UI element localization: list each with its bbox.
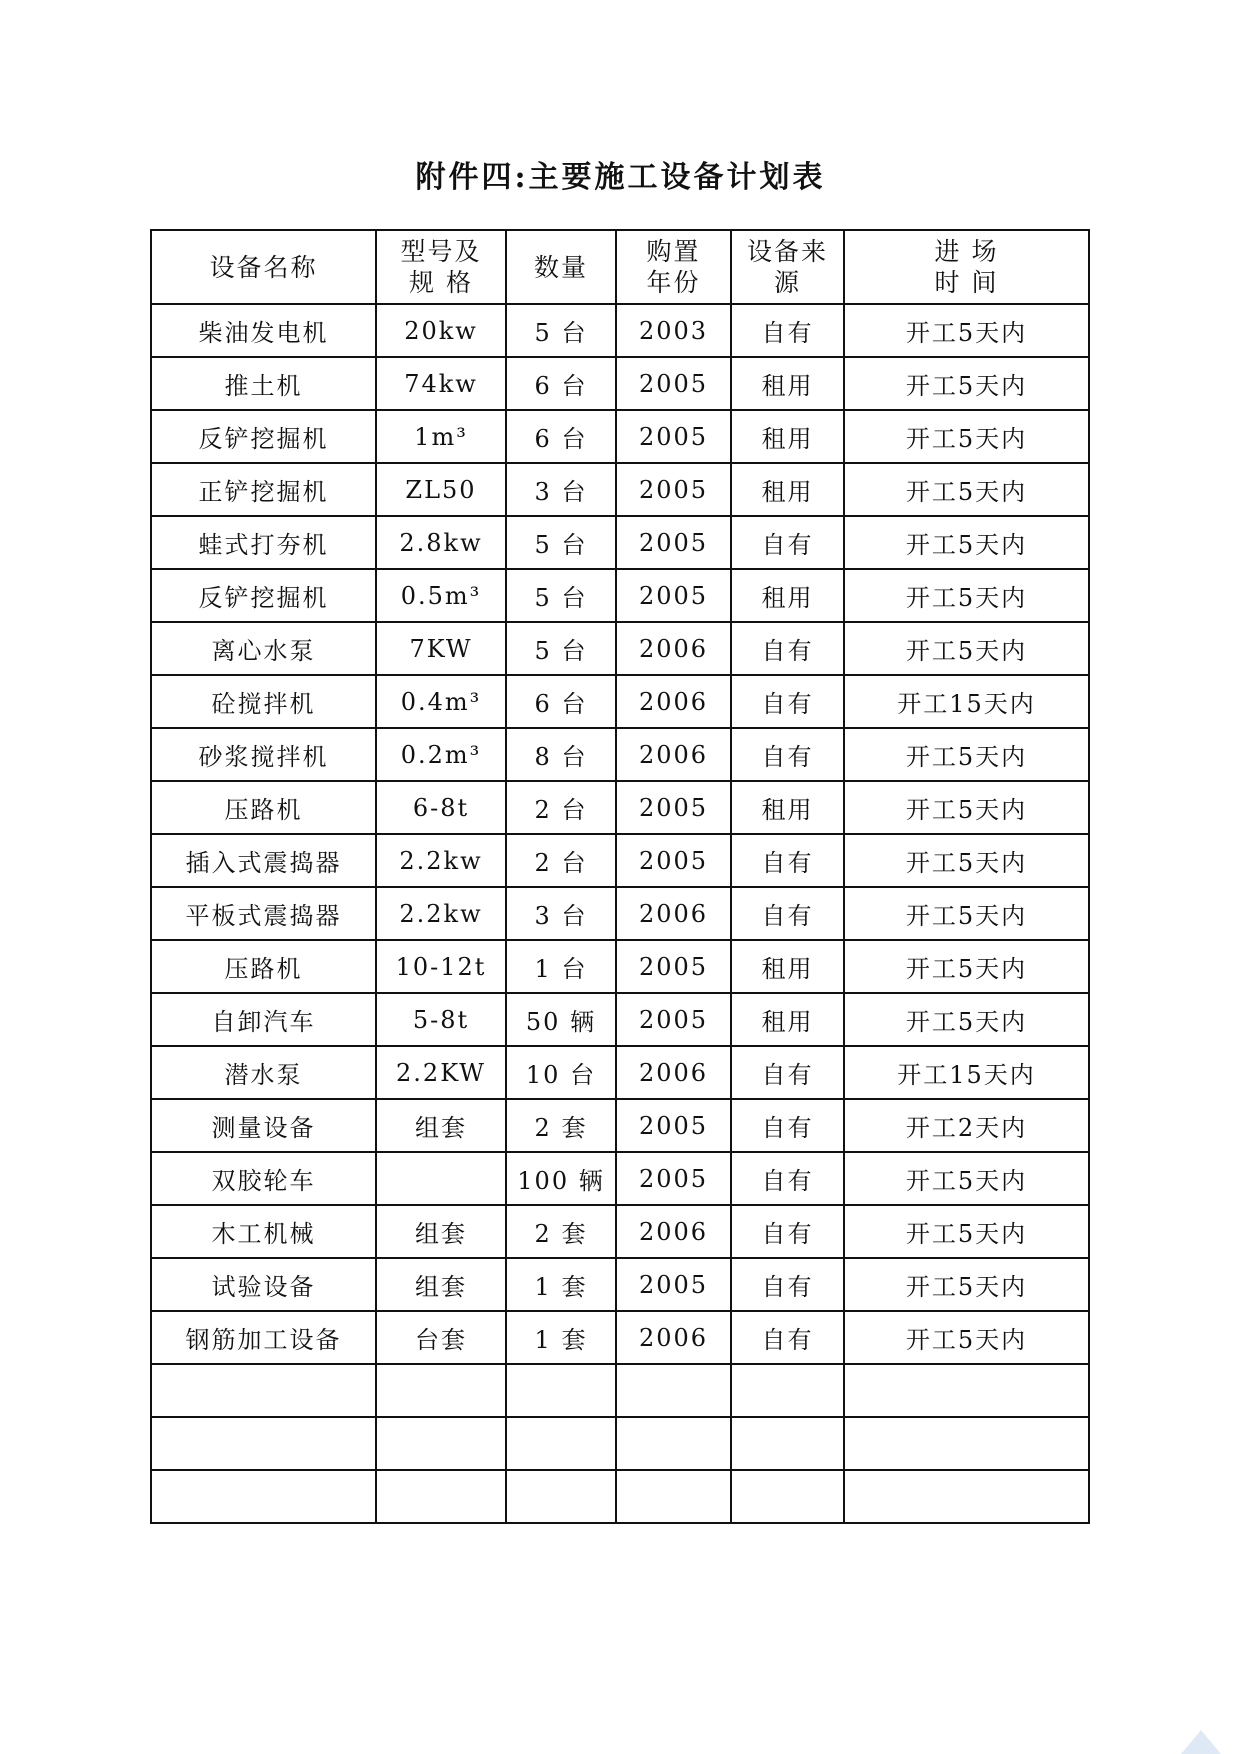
table-row xyxy=(151,1470,1089,1523)
cell-quantity: 100 辆 xyxy=(506,1152,616,1205)
table-row xyxy=(151,728,1089,781)
cell-purchase-year: 2005 xyxy=(616,1152,731,1205)
cell-equipment-source: 租用 xyxy=(731,357,844,410)
cell-quantity: 5 台 xyxy=(506,569,616,622)
cell-quantity: 2 台 xyxy=(506,834,616,887)
cell-model-spec: 2.2KW xyxy=(376,1046,506,1099)
cell-entry-time xyxy=(844,1470,1089,1523)
header-year-line2: 年份 xyxy=(646,268,701,297)
cell-equipment-source: 自有 xyxy=(731,516,844,569)
cell-model-spec: 0.4m³ xyxy=(376,675,506,728)
table-row xyxy=(151,940,1089,993)
cell-purchase-year: 2005 xyxy=(616,1258,731,1311)
cell-entry-time: 开工5天内 xyxy=(844,304,1089,357)
header-entry-time xyxy=(844,230,1089,304)
cell-entry-time: 开工5天内 xyxy=(844,834,1089,887)
cell-quantity: 1 台 xyxy=(506,940,616,993)
cell-equipment-source: 租用 xyxy=(731,781,844,834)
table-header-row xyxy=(151,230,1089,304)
cell-equipment-source: 自有 xyxy=(731,728,844,781)
cell-purchase-year: 2005 xyxy=(616,463,731,516)
cell-model-spec: 0.5m³ xyxy=(376,569,506,622)
cell-entry-time: 开工5天内 xyxy=(844,887,1089,940)
cell-equipment-source: 租用 xyxy=(731,463,844,516)
cell-equipment-name: 压路机 xyxy=(151,781,376,834)
cell-model-spec xyxy=(376,1152,506,1205)
cell-quantity: 5 台 xyxy=(506,516,616,569)
cell-purchase-year: 2005 xyxy=(616,357,731,410)
cell-model-spec: 7KW xyxy=(376,622,506,675)
cell-entry-time: 开工5天内 xyxy=(844,1258,1089,1311)
table-row xyxy=(151,410,1089,463)
table-row xyxy=(151,463,1089,516)
table-row xyxy=(151,1099,1089,1152)
table-row xyxy=(151,1205,1089,1258)
cell-purchase-year: 2005 xyxy=(616,1099,731,1152)
cell-equipment-source: 租用 xyxy=(731,940,844,993)
table-row xyxy=(151,304,1089,357)
cell-model-spec: 组套 xyxy=(376,1099,506,1152)
cell-purchase-year: 2005 xyxy=(616,410,731,463)
cell-equipment-source xyxy=(731,1364,844,1417)
cell-model-spec: 台套 xyxy=(376,1311,506,1364)
cell-purchase-year: 2003 xyxy=(616,304,731,357)
cell-purchase-year: 2006 xyxy=(616,1046,731,1099)
cell-model-spec: 0.2m³ xyxy=(376,728,506,781)
cell-equipment-source: 自有 xyxy=(731,887,844,940)
cell-entry-time: 开工5天内 xyxy=(844,622,1089,675)
cell-equipment-source: 自有 xyxy=(731,1205,844,1258)
table-row xyxy=(151,993,1089,1046)
header-equipment-name xyxy=(151,230,376,304)
cell-entry-time: 开工5天内 xyxy=(844,993,1089,1046)
cell-entry-time xyxy=(844,1364,1089,1417)
table-body xyxy=(151,304,1089,1523)
cell-model-spec: 组套 xyxy=(376,1205,506,1258)
cell-equipment-source: 自有 xyxy=(731,1046,844,1099)
cell-quantity: 1 套 xyxy=(506,1258,616,1311)
table-row xyxy=(151,887,1089,940)
cell-entry-time: 开工5天内 xyxy=(844,940,1089,993)
cell-model-spec: 组套 xyxy=(376,1258,506,1311)
cell-quantity: 50 辆 xyxy=(506,993,616,1046)
cell-quantity: 5 台 xyxy=(506,304,616,357)
cell-equipment-name xyxy=(151,1417,376,1470)
cell-quantity: 2 套 xyxy=(506,1205,616,1258)
table-row xyxy=(151,1258,1089,1311)
cell-equipment-name: 自卸汽车 xyxy=(151,993,376,1046)
cell-quantity: 1 套 xyxy=(506,1311,616,1364)
cell-purchase-year: 2005 xyxy=(616,781,731,834)
cell-purchase-year xyxy=(616,1470,731,1523)
header-year-line1: 购置 xyxy=(646,237,701,266)
cell-quantity: 8 台 xyxy=(506,728,616,781)
cell-equipment-name: 离心水泵 xyxy=(151,622,376,675)
cell-equipment-name: 测量设备 xyxy=(151,1099,376,1152)
cell-equipment-source: 自有 xyxy=(731,304,844,357)
cell-quantity: 3 台 xyxy=(506,887,616,940)
cell-model-spec: 74kw xyxy=(376,357,506,410)
cell-equipment-source: 自有 xyxy=(731,834,844,887)
table-row xyxy=(151,834,1089,887)
cell-equipment-name xyxy=(151,1364,376,1417)
cell-purchase-year: 2005 xyxy=(616,993,731,1046)
cell-equipment-name: 砼搅拌机 xyxy=(151,675,376,728)
cell-quantity xyxy=(506,1470,616,1523)
table-row xyxy=(151,675,1089,728)
cell-model-spec: 2.2kw xyxy=(376,834,506,887)
header-equipment-source xyxy=(731,230,844,304)
cell-model-spec: 5-8t xyxy=(376,993,506,1046)
cell-model-spec: 20kw xyxy=(376,304,506,357)
cell-model-spec: 6-8t xyxy=(376,781,506,834)
table-row xyxy=(151,1152,1089,1205)
page-title: 附件四:主要施工设备计划表 xyxy=(415,160,826,195)
cell-model-spec: 2.2kw xyxy=(376,887,506,940)
cell-entry-time: 开工5天内 xyxy=(844,728,1089,781)
cell-quantity: 6 台 xyxy=(506,357,616,410)
cell-entry-time: 开工15天内 xyxy=(844,675,1089,728)
cell-equipment-name: 柴油发电机 xyxy=(151,304,376,357)
cell-quantity: 5 台 xyxy=(506,622,616,675)
cell-entry-time: 开工5天内 xyxy=(844,781,1089,834)
cell-equipment-name: 平板式震捣器 xyxy=(151,887,376,940)
table-row xyxy=(151,1417,1089,1470)
cell-entry-time: 开工5天内 xyxy=(844,463,1089,516)
cell-equipment-name: 正铲挖掘机 xyxy=(151,463,376,516)
header-source-line1: 设备来 xyxy=(746,237,828,266)
cell-equipment-source: 自有 xyxy=(731,675,844,728)
cell-model-spec: ZL50 xyxy=(376,463,506,516)
cell-model-spec: 1m³ xyxy=(376,410,506,463)
cell-model-spec xyxy=(376,1470,506,1523)
cell-equipment-source xyxy=(731,1417,844,1470)
cell-entry-time xyxy=(844,1417,1089,1470)
cell-purchase-year xyxy=(616,1417,731,1470)
cell-equipment-name: 砂浆搅拌机 xyxy=(151,728,376,781)
cell-purchase-year: 2005 xyxy=(616,516,731,569)
cell-equipment-name: 试验设备 xyxy=(151,1258,376,1311)
cell-equipment-source: 租用 xyxy=(731,569,844,622)
cell-entry-time: 开工5天内 xyxy=(844,410,1089,463)
cell-entry-time: 开工5天内 xyxy=(844,516,1089,569)
table-row xyxy=(151,1311,1089,1364)
cell-entry-time: 开工15天内 xyxy=(844,1046,1089,1099)
cell-purchase-year: 2005 xyxy=(616,940,731,993)
cell-purchase-year xyxy=(616,1364,731,1417)
cell-quantity: 2 套 xyxy=(506,1099,616,1152)
cell-quantity: 6 台 xyxy=(506,410,616,463)
cell-equipment-source: 自有 xyxy=(731,1099,844,1152)
cell-equipment-name: 压路机 xyxy=(151,940,376,993)
header-model-line2: 规 格 xyxy=(409,268,473,297)
cell-equipment-name: 木工机械 xyxy=(151,1205,376,1258)
cell-quantity: 6 台 xyxy=(506,675,616,728)
table-row xyxy=(151,516,1089,569)
cell-model-spec: 2.8kw xyxy=(376,516,506,569)
cell-equipment-name: 蛙式打夯机 xyxy=(151,516,376,569)
cell-entry-time: 开工5天内 xyxy=(844,1152,1089,1205)
cell-purchase-year: 2005 xyxy=(616,834,731,887)
cell-equipment-name: 潜水泵 xyxy=(151,1046,376,1099)
header-equipment-name-label: 设备名称 xyxy=(209,252,318,282)
table-row xyxy=(151,622,1089,675)
cell-equipment-name: 双胶轮车 xyxy=(151,1152,376,1205)
cell-quantity: 2 台 xyxy=(506,781,616,834)
table-row xyxy=(151,569,1089,622)
cell-entry-time: 开工5天内 xyxy=(844,1205,1089,1258)
cell-equipment-source: 租用 xyxy=(731,410,844,463)
table-row xyxy=(151,357,1089,410)
cell-purchase-year: 2006 xyxy=(616,728,731,781)
cell-equipment-name: 反铲挖掘机 xyxy=(151,410,376,463)
cell-purchase-year: 2006 xyxy=(616,622,731,675)
cell-equipment-source: 自有 xyxy=(731,1152,844,1205)
cell-purchase-year: 2006 xyxy=(616,675,731,728)
header-quantity xyxy=(506,230,616,304)
cell-purchase-year: 2006 xyxy=(616,1205,731,1258)
header-time-line1: 进 场 xyxy=(934,237,999,266)
cell-equipment-name: 推土机 xyxy=(151,357,376,410)
cell-model-spec xyxy=(376,1417,506,1470)
cell-purchase-year: 2006 xyxy=(616,1311,731,1364)
cell-equipment-name: 钢筋加工设备 xyxy=(151,1311,376,1364)
cell-model-spec xyxy=(376,1364,506,1417)
cell-quantity xyxy=(506,1364,616,1417)
header-model-spec xyxy=(376,230,506,304)
cell-equipment-source: 自有 xyxy=(731,1311,844,1364)
header-purchase-year xyxy=(616,230,731,304)
cell-purchase-year: 2005 xyxy=(616,569,731,622)
table-row xyxy=(151,1046,1089,1099)
cell-model-spec: 10-12t xyxy=(376,940,506,993)
cell-equipment-source: 自有 xyxy=(731,622,844,675)
equipment-plan-table xyxy=(150,229,1090,1524)
cell-quantity xyxy=(506,1417,616,1470)
cell-purchase-year: 2006 xyxy=(616,887,731,940)
cell-equipment-name xyxy=(151,1470,376,1523)
header-quantity-label: 数量 xyxy=(533,252,588,282)
cell-equipment-name: 插入式震捣器 xyxy=(151,834,376,887)
header-model-line1: 型号及 xyxy=(400,237,482,266)
cell-entry-time: 开工5天内 xyxy=(844,357,1089,410)
table-row xyxy=(151,1364,1089,1417)
watermark-logo xyxy=(1179,1728,1223,1754)
cell-equipment-source: 自有 xyxy=(731,1258,844,1311)
header-time-line2: 时 间 xyxy=(934,268,999,297)
cell-quantity: 10 台 xyxy=(506,1046,616,1099)
table-row xyxy=(151,781,1089,834)
cell-equipment-name: 反铲挖掘机 xyxy=(151,569,376,622)
cell-equipment-source: 租用 xyxy=(731,993,844,1046)
header-source-line2: 源 xyxy=(773,268,801,297)
cell-entry-time: 开工5天内 xyxy=(844,1311,1089,1364)
cell-entry-time: 开工2天内 xyxy=(844,1099,1089,1152)
cell-quantity: 3 台 xyxy=(506,463,616,516)
cell-entry-time: 开工5天内 xyxy=(844,569,1089,622)
cell-equipment-source xyxy=(731,1470,844,1523)
